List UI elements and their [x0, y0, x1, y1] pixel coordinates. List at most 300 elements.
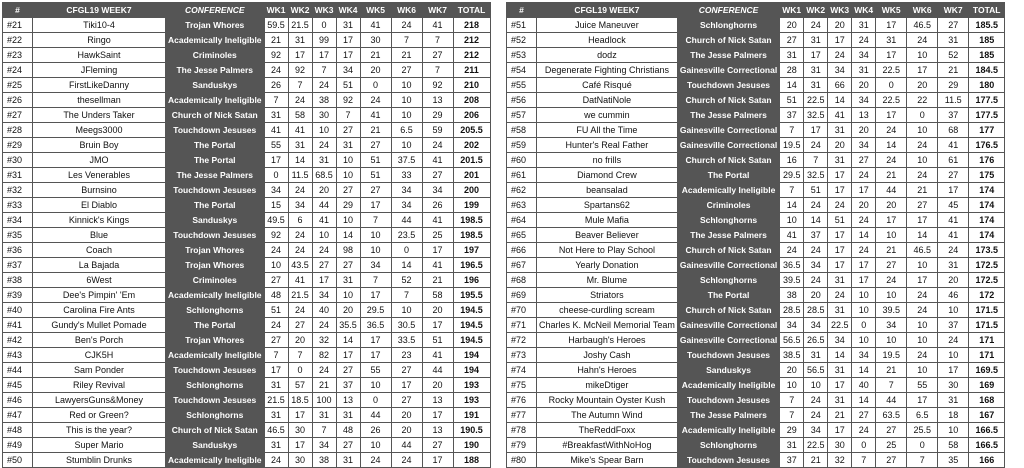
week-score-cell: 10	[907, 363, 938, 378]
week-score-cell: 10	[876, 228, 907, 243]
week-score-cell: 24	[907, 348, 938, 363]
week-score-cell: 27	[391, 63, 422, 78]
week-score-cell: 20	[907, 78, 938, 93]
week-score-cell: 21.5	[288, 288, 312, 303]
conference-cell: Trojan Whores	[166, 333, 265, 348]
week-score-cell: 10	[391, 303, 422, 318]
week-score-cell: 27	[336, 258, 360, 273]
rank-cell: #66	[507, 243, 537, 258]
standings-table-right	[506, 2, 1005, 468]
team-name-cell: The Unders Taker	[33, 108, 166, 123]
rank-cell: #39	[3, 288, 33, 303]
week-score-cell: 43.5	[288, 258, 312, 273]
week-score-cell: 38	[312, 93, 336, 108]
week-header: WK1	[780, 3, 804, 18]
week-score-cell: 41	[938, 138, 969, 153]
conference-cell: Touchdown Jesuses	[677, 348, 779, 363]
week-score-cell: 38	[312, 453, 336, 468]
week-score-cell: 24	[804, 273, 828, 288]
week-header: WK4	[336, 3, 360, 18]
week-score-cell: 7	[264, 93, 288, 108]
team-name-cell: The Autumn Wind	[537, 408, 678, 423]
week-score-cell: 56.5	[804, 363, 828, 378]
week-score-cell: 27	[852, 408, 876, 423]
total-cell: 184.5	[969, 63, 1005, 78]
week-score-cell: 0	[876, 78, 907, 93]
week-score-cell: 24	[804, 243, 828, 258]
week-score-cell: 68.5	[312, 168, 336, 183]
total-cell: 185.5	[969, 18, 1005, 33]
team-name-cell: This is the year?	[33, 423, 166, 438]
week-score-cell: 24	[852, 423, 876, 438]
table-row	[507, 273, 1005, 288]
total-cell: 212	[453, 48, 490, 63]
week-score-cell: 31	[938, 393, 969, 408]
week-score-cell: 21	[360, 123, 391, 138]
week-score-cell: 24	[312, 318, 336, 333]
total-cell: 166.5	[969, 423, 1005, 438]
total-cell: 176	[969, 153, 1005, 168]
week-score-cell: 32	[828, 453, 852, 468]
table-row	[507, 48, 1005, 63]
week-score-cell: 27	[336, 363, 360, 378]
week-score-cell: 7	[360, 213, 391, 228]
week-score-cell: 37	[804, 228, 828, 243]
week-score-cell: 27	[264, 333, 288, 348]
total-cell: 175	[969, 168, 1005, 183]
week-score-cell: 46.5	[264, 423, 288, 438]
week-score-cell: 27	[336, 183, 360, 198]
total-cell: 191	[453, 408, 490, 423]
week-score-cell: 10	[391, 108, 422, 123]
week-score-cell: 17	[264, 153, 288, 168]
rank-cell: #40	[3, 303, 33, 318]
team-header: CFGL19 WEEK7	[33, 3, 166, 18]
team-name-cell: Bruin Boy	[33, 138, 166, 153]
rank-cell: #76	[507, 393, 537, 408]
week-score-cell: 57	[288, 378, 312, 393]
table-row	[3, 258, 491, 273]
week-score-cell: 34	[288, 198, 312, 213]
week-score-cell: 27	[876, 258, 907, 273]
team-name-cell: thesellman	[33, 93, 166, 108]
week-score-cell: 59.5	[264, 18, 288, 33]
rank-cell: #70	[507, 303, 537, 318]
table-row	[507, 198, 1005, 213]
conference-cell: Touchdown Jesuses	[166, 228, 265, 243]
week-score-cell: 48	[264, 288, 288, 303]
team-name-cell: Mule Mafia	[537, 213, 678, 228]
week-score-cell: 24	[288, 228, 312, 243]
week-score-cell: 22.5	[804, 93, 828, 108]
week-score-cell: 10	[804, 378, 828, 393]
week-score-cell: 28.5	[780, 303, 804, 318]
total-cell: 190	[453, 438, 490, 453]
total-cell: 171	[969, 348, 1005, 363]
standings-table-left	[2, 2, 491, 468]
rank-cell: #64	[507, 213, 537, 228]
table-row	[507, 438, 1005, 453]
total-cell: 194	[453, 363, 490, 378]
table-row	[507, 243, 1005, 258]
team-name-cell: #BreakfastWithNoHog	[537, 438, 678, 453]
team-name-cell: mikeDtiger	[537, 378, 678, 393]
table-row	[3, 183, 491, 198]
conference-cell: The Portal	[677, 288, 779, 303]
rank-cell: #61	[507, 168, 537, 183]
week-score-cell: 17	[336, 348, 360, 363]
total-cell: 194.5	[453, 318, 490, 333]
week-score-cell: 58	[938, 438, 969, 453]
team-name-cell: TheReddFoxx	[537, 423, 678, 438]
week-score-cell: 17	[907, 273, 938, 288]
week-score-cell: 17	[876, 48, 907, 63]
week-score-cell: 24	[907, 303, 938, 318]
table-row	[3, 153, 491, 168]
week-header: WK7	[422, 3, 453, 18]
conference-cell: Sanduskys	[677, 363, 779, 378]
total-cell: 197	[453, 243, 490, 258]
week-score-cell: 20	[852, 198, 876, 213]
week-score-cell: 41	[938, 228, 969, 243]
conference-cell: Touchdown Jesuses	[166, 123, 265, 138]
week-score-cell: 17	[288, 408, 312, 423]
week-score-cell: 51	[422, 333, 453, 348]
total-cell: 202	[453, 138, 490, 153]
week-score-cell: 7	[391, 33, 422, 48]
rank-cell: #75	[507, 378, 537, 393]
week-score-cell: 17	[312, 48, 336, 63]
week-score-cell: 37	[780, 108, 804, 123]
team-name-cell: Beaver Believer	[537, 228, 678, 243]
week-score-cell: 27	[422, 48, 453, 63]
week-score-cell: 20	[391, 423, 422, 438]
week-score-cell: 20	[288, 333, 312, 348]
week-header: WK6	[391, 3, 422, 18]
total-cell: 168	[969, 393, 1005, 408]
week-score-cell: 14	[804, 213, 828, 228]
total-cell: 199	[453, 198, 490, 213]
week-header: WK5	[360, 3, 391, 18]
total-cell: 208	[453, 93, 490, 108]
total-cell: 198.5	[453, 228, 490, 243]
conference-cell: Church of Nick Satan	[677, 303, 779, 318]
week-score-cell: 24	[852, 168, 876, 183]
table-row	[507, 213, 1005, 228]
total-cell: 201	[453, 168, 490, 183]
conference-header: CONFERENCE	[677, 3, 779, 18]
week-score-cell: 38.5	[780, 348, 804, 363]
conference-cell: The Portal	[166, 318, 265, 333]
week-score-cell: 31	[780, 438, 804, 453]
team-name-cell: Dee's Pimpin' 'Em	[33, 288, 166, 303]
team-name-cell: Harbaugh's Heroes	[537, 333, 678, 348]
conference-cell: Touchdown Jesuses	[166, 363, 265, 378]
table-row	[3, 18, 491, 33]
rank-cell: #68	[507, 273, 537, 288]
week-score-cell: 21	[312, 378, 336, 393]
team-name-cell: Juice Maneuver	[537, 18, 678, 33]
rank-cell: #26	[3, 93, 33, 108]
rank-cell: #60	[507, 153, 537, 168]
team-name-cell: Coach	[33, 243, 166, 258]
table-row	[507, 33, 1005, 48]
week-score-cell: 34	[391, 198, 422, 213]
rank-cell: #32	[3, 183, 33, 198]
week-score-cell: 10	[391, 78, 422, 93]
week-score-cell: 20	[336, 303, 360, 318]
table-row	[507, 393, 1005, 408]
week-score-cell: 31	[336, 18, 360, 33]
table-row	[507, 138, 1005, 153]
total-cell: 174	[969, 228, 1005, 243]
week-score-cell: 0	[907, 438, 938, 453]
week-score-cell: 24	[288, 243, 312, 258]
week-score-cell: 37.5	[391, 153, 422, 168]
week-score-cell: 27	[422, 168, 453, 183]
week-score-cell: 10	[907, 333, 938, 348]
total-cell: 206	[453, 108, 490, 123]
week-score-cell: 34	[804, 423, 828, 438]
table-row	[3, 408, 491, 423]
week-score-cell: 36.5	[360, 318, 391, 333]
week-score-cell: 6.5	[907, 408, 938, 423]
week-header: WK2	[804, 3, 828, 18]
week-score-cell: 30	[288, 423, 312, 438]
week-score-cell: 31	[288, 33, 312, 48]
rank-cell: #25	[3, 78, 33, 93]
total-cell: 171	[969, 333, 1005, 348]
week-score-cell: 17	[336, 48, 360, 63]
week-score-cell: 17	[828, 258, 852, 273]
week-score-cell: 55	[360, 363, 391, 378]
table-row	[3, 453, 491, 468]
team-name-cell: beansalad	[537, 183, 678, 198]
week-score-cell: 26	[264, 78, 288, 93]
week-score-cell: 33.5	[391, 333, 422, 348]
week-score-cell: 31	[852, 18, 876, 33]
week-score-cell: 30.5	[391, 318, 422, 333]
conference-cell: The Portal	[677, 168, 779, 183]
team-name-cell: Joshy Cash	[537, 348, 678, 363]
conference-cell: Academically Ineligible	[166, 288, 265, 303]
week-score-cell: 24	[852, 33, 876, 48]
week-score-cell: 39.5	[780, 273, 804, 288]
week-score-cell: 31	[336, 408, 360, 423]
week-score-cell: 24	[391, 18, 422, 33]
total-cell: 180	[969, 78, 1005, 93]
week-score-cell: 24	[804, 393, 828, 408]
team-name-cell: Super Mario	[33, 438, 166, 453]
total-cell: 171.5	[969, 303, 1005, 318]
week-score-cell: 44	[422, 363, 453, 378]
week-score-cell: 46	[938, 288, 969, 303]
week-score-cell: 39.5	[876, 303, 907, 318]
week-score-cell: 23.5	[391, 228, 422, 243]
week-score-cell: 41	[422, 18, 453, 33]
rank-cell: #53	[507, 48, 537, 63]
week-score-cell: 44	[360, 408, 391, 423]
week-score-cell: 17	[828, 168, 852, 183]
table-row	[507, 303, 1005, 318]
week-score-cell: 17	[391, 378, 422, 393]
rank-cell: #62	[507, 183, 537, 198]
week-score-cell: 14	[828, 93, 852, 108]
rank-cell: #22	[3, 33, 33, 48]
week-score-cell: 17	[907, 63, 938, 78]
total-cell: 212	[453, 33, 490, 48]
conference-cell: Church of Nick Satan	[677, 33, 779, 48]
week-score-cell: 27	[336, 438, 360, 453]
week-score-cell: 52	[938, 48, 969, 63]
week-score-cell: 7	[312, 63, 336, 78]
conference-cell: Academically Ineligible	[677, 423, 779, 438]
rank-cell: #43	[3, 348, 33, 363]
week-score-cell: 24	[828, 198, 852, 213]
week-score-cell: 13	[852, 108, 876, 123]
team-name-cell: JFleming	[33, 63, 166, 78]
week-score-cell: 21	[938, 63, 969, 78]
week-score-cell: 24	[828, 288, 852, 303]
conference-cell: Gainesville Correctional	[677, 333, 779, 348]
week-score-cell: 16	[780, 153, 804, 168]
team-name-cell: Red or Green?	[33, 408, 166, 423]
week-score-cell: 20	[938, 273, 969, 288]
week-score-cell: 13	[422, 423, 453, 438]
rank-cell: #71	[507, 318, 537, 333]
table-row	[507, 63, 1005, 78]
week-score-cell: 27	[780, 33, 804, 48]
week-score-cell: 17	[938, 363, 969, 378]
conference-cell: The Portal	[166, 138, 265, 153]
table-row	[507, 408, 1005, 423]
table-row	[507, 168, 1005, 183]
rank-cell: #78	[507, 423, 537, 438]
week-score-cell: 7	[780, 183, 804, 198]
conference-cell: Church of Nick Satan	[677, 243, 779, 258]
week-score-cell: 51	[828, 213, 852, 228]
week-score-cell: 10	[907, 123, 938, 138]
conference-cell: Schlonghorns	[166, 303, 265, 318]
week-score-cell: 10	[336, 153, 360, 168]
week-score-cell: 27	[938, 168, 969, 183]
week-score-cell: 17	[360, 198, 391, 213]
week-score-cell: 10	[336, 288, 360, 303]
week-score-cell: 24	[264, 63, 288, 78]
week-score-cell: 17	[828, 33, 852, 48]
conference-cell: Schlonghorns	[166, 378, 265, 393]
table-row	[3, 273, 491, 288]
week-score-cell: 10	[907, 258, 938, 273]
week-score-cell: 27	[336, 123, 360, 138]
week-score-cell: 17	[336, 33, 360, 48]
week-score-cell: 17	[828, 183, 852, 198]
week-header: WK3	[312, 3, 336, 18]
table-row	[507, 423, 1005, 438]
total-cell: 172.5	[969, 273, 1005, 288]
team-name-cell: Rocky Mountain Oyster Kush	[537, 393, 678, 408]
week-score-cell: 7	[780, 393, 804, 408]
week-score-cell: 7	[422, 33, 453, 48]
week-score-cell: 31	[804, 63, 828, 78]
conference-cell: Schlonghorns	[677, 438, 779, 453]
total-cell: 174	[969, 198, 1005, 213]
rank-cell: #30	[3, 153, 33, 168]
rank-cell: #49	[3, 438, 33, 453]
week-score-cell: 45	[938, 198, 969, 213]
conference-cell: Academically Ineligible	[166, 348, 265, 363]
table-row	[3, 198, 491, 213]
week-score-cell: 32.5	[804, 108, 828, 123]
week-score-cell: 6	[288, 213, 312, 228]
week-score-cell: 34	[804, 318, 828, 333]
team-name-cell: 6West	[33, 273, 166, 288]
week-score-cell: 98	[336, 243, 360, 258]
week-score-cell: 20	[422, 378, 453, 393]
team-name-cell: Les Venerables	[33, 168, 166, 183]
week-score-cell: 10	[907, 318, 938, 333]
week-score-cell: 92	[264, 48, 288, 63]
week-score-cell: 7	[780, 123, 804, 138]
rank-cell: #56	[507, 93, 537, 108]
week-score-cell: 24	[907, 138, 938, 153]
week-score-cell: 44	[876, 183, 907, 198]
week-score-cell: 27	[422, 438, 453, 453]
week-score-cell: 31	[336, 273, 360, 288]
conference-cell: Church of Nick Satan	[166, 108, 265, 123]
week-score-cell: 34	[391, 183, 422, 198]
week-score-cell: 17	[876, 18, 907, 33]
week-score-cell: 99	[312, 33, 336, 48]
conference-cell: The Jesse Palmers	[166, 168, 265, 183]
week-score-cell: 24	[852, 213, 876, 228]
week-score-cell: 0	[852, 318, 876, 333]
week-score-cell: 21	[876, 363, 907, 378]
week-score-cell: 10	[852, 333, 876, 348]
conference-cell: Touchdown Jesuses	[166, 183, 265, 198]
week-score-cell: 51	[780, 93, 804, 108]
week-score-cell: 10	[938, 303, 969, 318]
week-score-cell: 31	[336, 138, 360, 153]
week-score-cell: 10	[938, 423, 969, 438]
week-score-cell: 17	[852, 183, 876, 198]
week-score-cell: 31	[828, 273, 852, 288]
week-score-cell: 7	[264, 348, 288, 363]
team-name-cell: FirstLikeDanny	[33, 78, 166, 93]
week-score-cell: 17	[828, 228, 852, 243]
week-score-cell: 30	[828, 438, 852, 453]
total-cell: 193	[453, 378, 490, 393]
conference-cell: Academically Ineligible	[677, 183, 779, 198]
rank-cell: #55	[507, 78, 537, 93]
total-header: TOTAL	[969, 3, 1005, 18]
week-score-cell: 24	[804, 138, 828, 153]
week-score-cell: 41	[938, 213, 969, 228]
rank-cell: #57	[507, 108, 537, 123]
week-score-cell: 44	[391, 213, 422, 228]
week-score-cell: 24	[804, 18, 828, 33]
week-score-cell: 22.5	[828, 318, 852, 333]
week-score-cell: 14	[288, 153, 312, 168]
table-row	[3, 228, 491, 243]
week-score-cell: 24	[360, 453, 391, 468]
week-score-cell: 20	[422, 303, 453, 318]
week-score-cell: 34	[852, 48, 876, 63]
week-score-cell: 19.5	[780, 138, 804, 153]
week-score-cell: 51	[360, 153, 391, 168]
team-name-cell: Mr. Blume	[537, 273, 678, 288]
conference-cell: Gainesville Correctional	[677, 138, 779, 153]
